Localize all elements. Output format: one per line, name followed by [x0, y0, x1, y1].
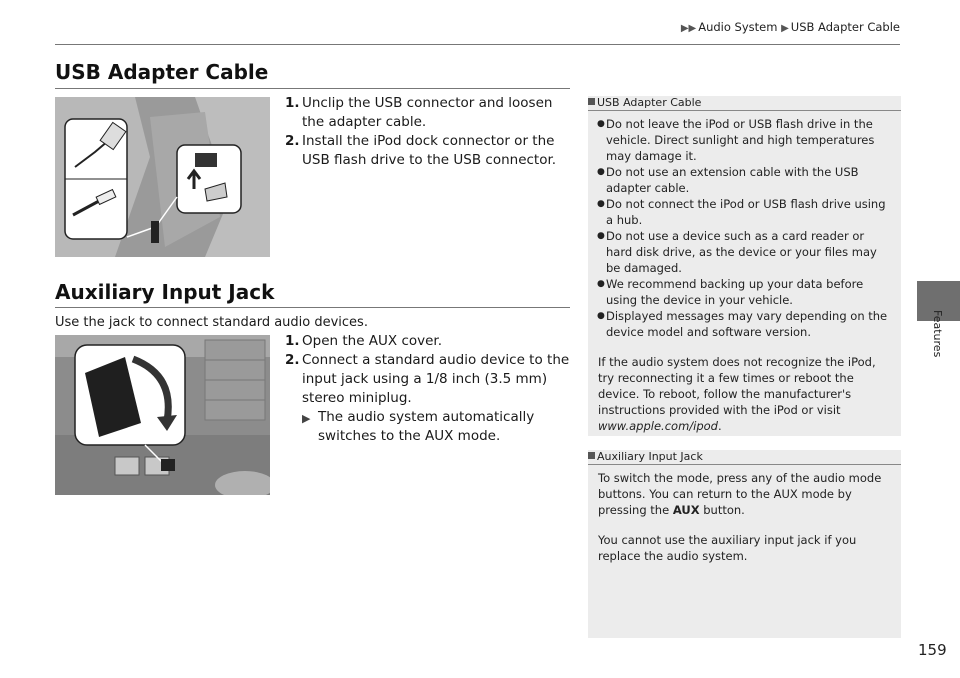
- breadcrumb: [681, 20, 900, 34]
- note-marker-icon: [588, 98, 595, 105]
- apple-link[interactable]: www.apple.com/ipod: [598, 419, 718, 433]
- aux-result: [302, 408, 575, 446]
- aux-intro: Use the jack to connect standard audio devices.: [55, 315, 368, 330]
- breadcrumb-item-usb-adapter-cable[interactable]: USB Adapter Cable: [790, 20, 900, 34]
- header-divider: [55, 44, 900, 45]
- usb-note-paragraph: [598, 354, 891, 434]
- aux-steps-block: [285, 332, 575, 446]
- usb-note-bullet: ● Do not leave the iPod or USB flash drive in the vehicle. Direct sunlight and high temperatures may damage it.: [598, 116, 891, 164]
- aux-step-1: [285, 332, 575, 351]
- aux-note-paragraph-1: [598, 470, 891, 518]
- usb-step-2: [285, 132, 575, 170]
- usb-section-title: USB Adapter Cable: [55, 60, 269, 84]
- breadcrumb-item-audio-system[interactable]: Audio System: [698, 20, 778, 34]
- usb-note-bullet: ● Do not use a device such as a card reader or hard disk drive, as the device or your files may be damaged.: [598, 228, 891, 276]
- aux-note-paragraph-2: You cannot use the auxiliary input jack if you replace the audio system.: [598, 533, 857, 563]
- usb-step-1: [285, 94, 575, 132]
- step-number: 2.: [285, 133, 300, 149]
- usb-note-bullet: ● Do not use an extension cable with the USB adapter cable.: [598, 164, 891, 196]
- step-text: Open the AUX cover.: [302, 333, 443, 349]
- chapter-tab-label: Features: [931, 310, 944, 358]
- aux-steps: [285, 332, 575, 408]
- aux-note-title: Auxiliary Input Jack: [597, 450, 703, 463]
- usb-steps: [285, 94, 575, 170]
- usb-note-paragraph-text: If the audio system does not recognize the iPod, try reconnecting it a few times or reboot the device. To reboot, follow the manufacturer's instructions provided with the iPod or visit: [598, 355, 876, 417]
- aux-note-divider: [588, 464, 901, 465]
- double-arrow-icon: ▶▶: [680, 23, 697, 34]
- aux-section-divider: [55, 307, 570, 308]
- step-number: 1.: [285, 95, 300, 111]
- aux-note-text: To switch the mode, press any of the audio mode buttons. You can return to the AUX mode by pressing the: [598, 471, 882, 517]
- result-arrow-icon: ▶: [302, 412, 311, 425]
- aux-result-text: The audio system automatically switches to the AUX mode.: [318, 409, 535, 444]
- arrow-icon: ▶: [781, 23, 789, 34]
- usb-note-header: [588, 96, 901, 109]
- usb-note-paragraph-end: .: [717, 419, 722, 433]
- aux-note-body: [598, 470, 891, 564]
- usb-note-body: [598, 116, 891, 434]
- usb-note-box: [588, 96, 901, 436]
- aux-jack-illustration: [55, 335, 270, 495]
- aux-button-name: AUX: [672, 503, 700, 517]
- aux-note-box: [588, 450, 901, 638]
- step-text: Connect a standard audio device to the input jack using a 1/8 inch (3.5 mm) stereo miniplug.: [302, 352, 570, 406]
- usb-note-bullet: ● Do not connect the iPod or USB flash drive using a hub.: [598, 196, 891, 228]
- aux-note-header: [588, 450, 901, 463]
- usb-note-divider: [588, 110, 901, 111]
- usb-note-bullet: ● We recommend backing up your data before using the device in your vehicle.: [598, 276, 891, 308]
- step-number: 2.: [285, 352, 300, 368]
- usb-note-title: USB Adapter Cable: [597, 96, 702, 109]
- usb-note-list: [598, 116, 891, 340]
- usb-section-divider: [55, 88, 570, 89]
- aux-step-2: [285, 351, 575, 408]
- step-text: Install the iPod dock connector or the USB flash drive to the USB connector.: [302, 133, 557, 168]
- step-number: 1.: [285, 333, 300, 349]
- aux-section-title: Auxiliary Input Jack: [55, 280, 275, 304]
- step-text: Unclip the USB connector and loosen the adapter cable.: [302, 95, 553, 130]
- aux-note-text-end: button.: [703, 503, 745, 517]
- usb-adapter-illustration: [55, 97, 270, 257]
- note-marker-icon: [588, 452, 595, 459]
- page-number: 159: [918, 641, 947, 659]
- usb-note-bullet: ● Displayed messages may vary depending on the device model and software version.: [598, 308, 891, 340]
